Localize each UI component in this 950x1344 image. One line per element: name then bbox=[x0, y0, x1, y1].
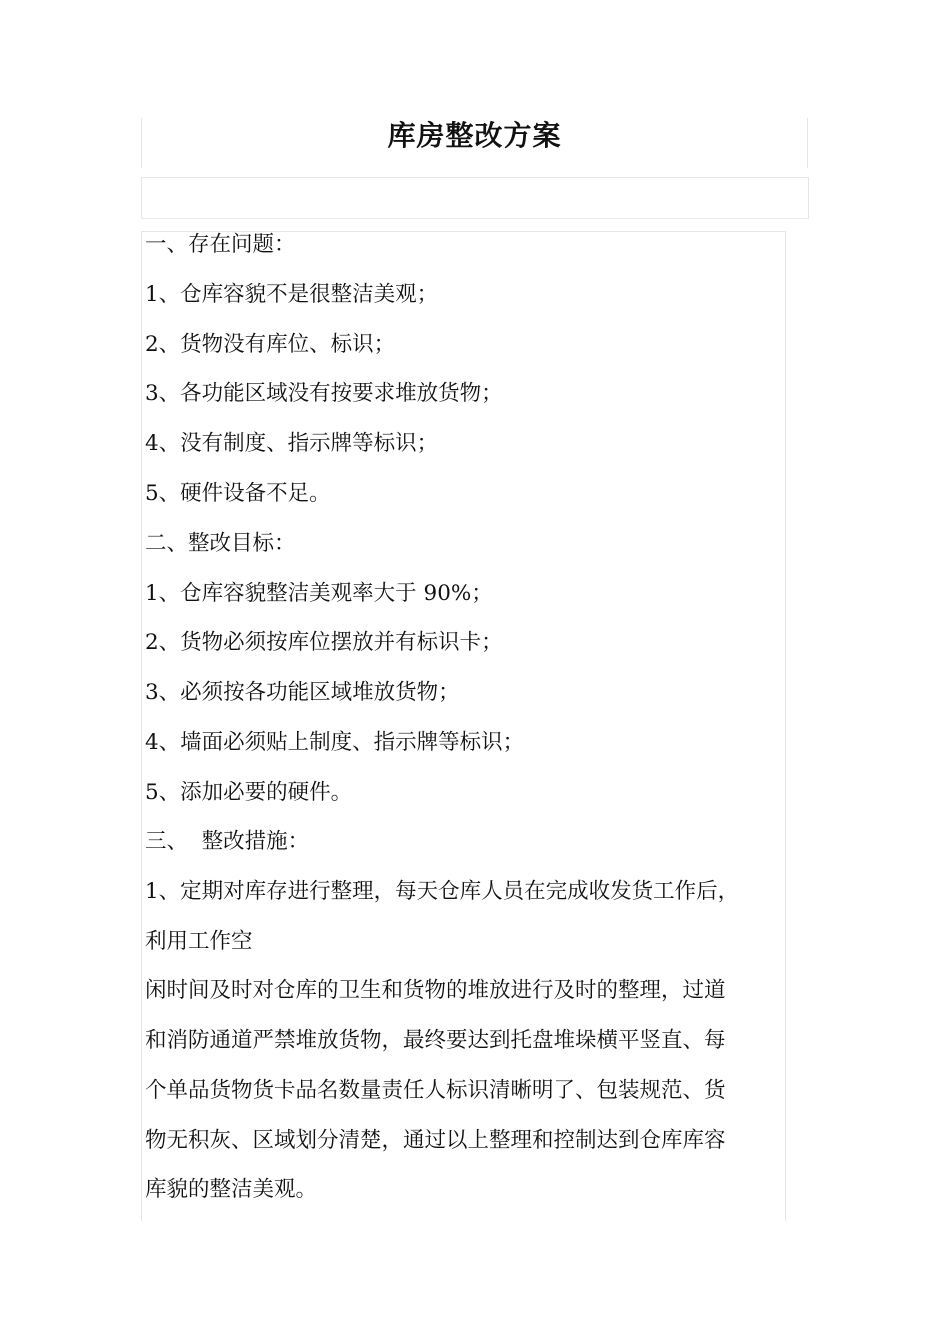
section-heading-problems: 一、存在问题： bbox=[145, 232, 296, 257]
content-box bbox=[141, 231, 786, 1221]
measure-line-4: 和消防通道严禁堆放货物，最终要达到托盘堆垛横平竖直、每 bbox=[145, 1028, 726, 1053]
measure-line-3: 闲时间及时对仓库的卫生和货物的堆放进行及时的整理，过道 bbox=[145, 978, 726, 1003]
measure-line-6: 物无积灰、区域划分清楚，通过以上整理和控制达到仓库库容 bbox=[145, 1128, 726, 1153]
problem-item-5: 5、硬件设备不足。 bbox=[145, 481, 331, 506]
problem-item-4: 4、没有制度、指示牌等标识； bbox=[145, 431, 439, 456]
measure-line-5: 个单品货物货卡品名数量责任人标识清晰明了、包装规范、货 bbox=[145, 1078, 726, 1103]
problem-item-2: 2、货物没有库位、标识； bbox=[145, 332, 396, 357]
section-heading-goals: 二、整改目标： bbox=[145, 531, 296, 556]
goal-item-1: 1、仓库容貌整洁美观率大于 90%； bbox=[145, 581, 493, 606]
document-title: 库房整改方案 bbox=[387, 119, 562, 152]
goal-item-5: 5、添加必要的硬件。 bbox=[145, 780, 353, 805]
goal-item-4: 4、墙面必须贴上制度、指示牌等标识； bbox=[145, 730, 525, 755]
goal-item-2: 2、货物必须按库位摆放并有标识卡； bbox=[145, 630, 503, 655]
goal-item-3: 3、必须按各功能区域堆放货物； bbox=[145, 680, 460, 705]
measure-line-1: 1、定期对库存进行整理，每天仓库人员在完成收发货工作后， bbox=[145, 879, 740, 904]
section-heading-measures: 三、 整改措施： bbox=[145, 829, 310, 854]
problem-item-3: 3、各功能区域没有按要求堆放货物； bbox=[145, 381, 503, 406]
measure-line-2: 利用工作空 bbox=[145, 929, 253, 954]
blank-box bbox=[141, 177, 809, 219]
problem-item-1: 1、仓库容貌不是很整洁美观； bbox=[145, 282, 439, 307]
title-box bbox=[141, 118, 808, 168]
measure-line-7: 库貌的整洁美观。 bbox=[145, 1177, 318, 1202]
